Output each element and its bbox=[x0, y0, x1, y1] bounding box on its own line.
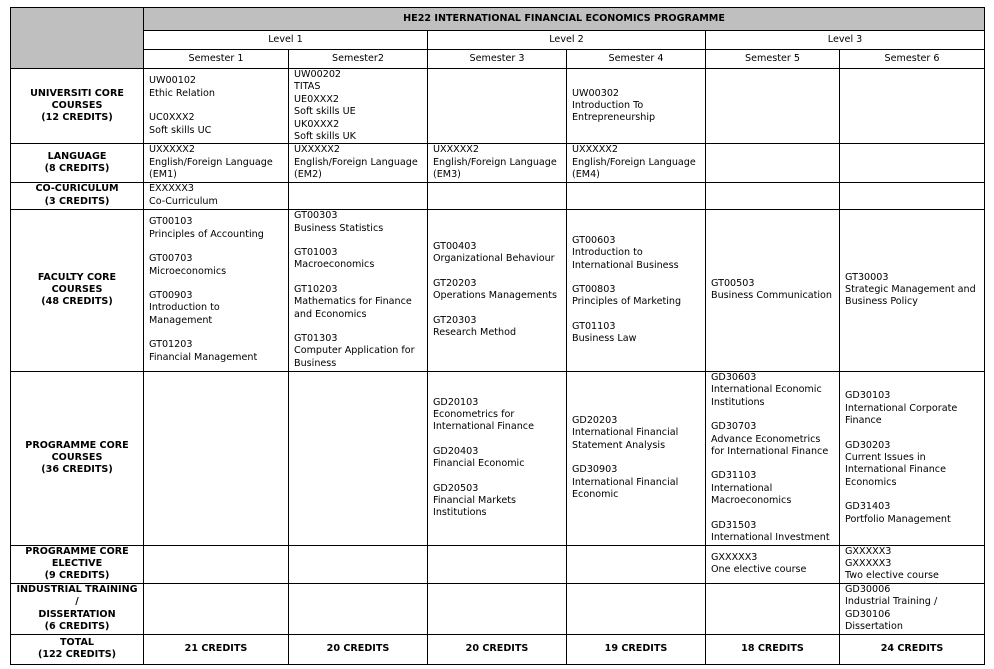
course-line: GD20203 bbox=[572, 414, 618, 426]
course-line: GXXXXX3 bbox=[711, 551, 758, 563]
course-cell bbox=[289, 371, 428, 545]
course-spacer bbox=[149, 100, 283, 112]
course-line: Macroeconomics bbox=[711, 495, 792, 507]
course-line: Economic bbox=[572, 488, 619, 500]
course-spacer bbox=[433, 434, 561, 446]
course-spacer bbox=[149, 241, 283, 253]
course-cell bbox=[567, 371, 706, 545]
course-cell bbox=[706, 144, 840, 182]
course-line: Principles of Marketing bbox=[572, 296, 682, 308]
course-line: GT00303 bbox=[294, 210, 338, 222]
course-spacer bbox=[845, 489, 979, 501]
course-spacer bbox=[433, 471, 561, 483]
row-header-faculty-core bbox=[11, 209, 144, 371]
course-cell bbox=[567, 182, 706, 209]
course-line: UC0XXX2 bbox=[149, 112, 195, 124]
course-cell bbox=[706, 69, 840, 144]
course-line: Computer Application for bbox=[294, 345, 415, 357]
course-line: Macroeconomics bbox=[294, 259, 375, 271]
row-header-line: FACULTY CORE bbox=[37, 271, 117, 283]
table-row bbox=[11, 545, 985, 583]
course-line: for International Finance bbox=[711, 445, 829, 457]
course-cell bbox=[706, 545, 840, 583]
course-cell bbox=[840, 371, 985, 545]
course-line: Finance bbox=[845, 415, 882, 427]
course-line: Strategic Management and bbox=[845, 283, 976, 295]
row-header-line: (12 CREDITS) bbox=[41, 112, 113, 124]
course-line: Financial Economic bbox=[433, 458, 525, 470]
course-cell bbox=[144, 545, 289, 583]
course-line: Introduction To bbox=[572, 100, 644, 112]
course-spacer bbox=[149, 278, 283, 290]
course-line: Institutions bbox=[433, 507, 487, 519]
row-header-line: COURSES bbox=[51, 451, 103, 463]
course-line: UW00202 bbox=[294, 69, 342, 80]
course-line: One elective course bbox=[711, 564, 807, 576]
course-spacer bbox=[294, 272, 422, 284]
course-line: GT20203 bbox=[433, 277, 477, 289]
course-line: GT00803 bbox=[572, 283, 616, 295]
course-line: GD30103 bbox=[845, 390, 891, 402]
course-cell bbox=[144, 182, 289, 209]
course-line: Co-Curriculum bbox=[149, 195, 218, 207]
course-cell bbox=[706, 182, 840, 209]
course-spacer bbox=[433, 303, 561, 315]
course-line: GT00503 bbox=[711, 277, 755, 289]
course-line: Operations Managements bbox=[433, 290, 557, 302]
level-3-header: Level 3 bbox=[706, 31, 985, 50]
total-credits-cell: 24 CREDITS bbox=[840, 634, 985, 664]
course-line: GT00703 bbox=[149, 253, 193, 265]
row-header-line: TOTAL bbox=[59, 636, 95, 648]
course-spacer bbox=[572, 272, 700, 284]
course-line: UXXXXX2 bbox=[433, 144, 479, 156]
course-line: Mathematics for Finance bbox=[294, 296, 412, 308]
row-header-line: COURSES bbox=[51, 100, 103, 112]
course-line: English/Foreign Language bbox=[433, 156, 557, 168]
table-row bbox=[11, 209, 985, 371]
course-line: Financial Management bbox=[149, 351, 258, 363]
course-spacer bbox=[294, 321, 422, 333]
row-header-line: CO-CURICULUM bbox=[35, 183, 119, 195]
course-line: GT10203 bbox=[294, 283, 338, 295]
course-line: (EM2) bbox=[294, 169, 322, 181]
course-line: UXXXXX2 bbox=[572, 144, 618, 156]
total-credits-cell: 18 CREDITS bbox=[706, 634, 840, 664]
course-line: English/Foreign Language bbox=[572, 156, 696, 168]
row-header-industrial-training bbox=[11, 583, 144, 634]
course-cell bbox=[144, 69, 289, 144]
row-header-programme-core-elective bbox=[11, 545, 144, 583]
row-header-line: COURSES bbox=[51, 283, 103, 295]
course-line: GD31403 bbox=[845, 501, 891, 513]
course-line: Statement Analysis bbox=[572, 439, 666, 451]
course-cell bbox=[289, 69, 428, 144]
semester-3-header: Semester 3 bbox=[428, 50, 567, 69]
course-line: GT00903 bbox=[149, 289, 193, 301]
course-cell bbox=[567, 545, 706, 583]
course-cell bbox=[567, 144, 706, 182]
course-line: GT00103 bbox=[149, 216, 193, 228]
course-line: UXXXXX2 bbox=[294, 144, 340, 156]
course-line: Soft skills UE bbox=[294, 106, 356, 118]
course-line: Business Law bbox=[572, 333, 637, 345]
course-line: GD30106 bbox=[845, 608, 891, 620]
course-cell bbox=[840, 209, 985, 371]
course-cell bbox=[144, 209, 289, 371]
row-header-line: (6 CREDITS) bbox=[44, 621, 110, 633]
course-line: International Financial bbox=[572, 427, 679, 439]
course-line: GT01303 bbox=[294, 332, 338, 344]
course-line: EXXXXX3 bbox=[149, 183, 195, 195]
course-line: Introduction to bbox=[149, 302, 220, 314]
course-line: GXXXXX3 bbox=[845, 558, 892, 570]
course-cell bbox=[706, 583, 840, 634]
course-line: GD30903 bbox=[572, 464, 618, 476]
row-header-total bbox=[11, 634, 144, 664]
course-cell bbox=[840, 583, 985, 634]
course-line: Management bbox=[149, 314, 213, 326]
row-header-line: UNIVERSITI CORE bbox=[30, 87, 124, 99]
course-line: UE0XXX2 bbox=[294, 93, 340, 105]
course-cell bbox=[840, 144, 985, 182]
course-line: English/Foreign Language bbox=[294, 156, 418, 168]
course-line: TITAS bbox=[294, 81, 321, 93]
row-header-line: (3 CREDITS) bbox=[44, 195, 110, 207]
course-spacer bbox=[433, 266, 561, 278]
course-cell bbox=[428, 371, 567, 545]
total-credits-cell: 20 CREDITS bbox=[428, 634, 567, 664]
row-header-co-curiculum bbox=[11, 182, 144, 209]
course-cell bbox=[428, 209, 567, 371]
course-line: UW00302 bbox=[572, 87, 620, 99]
row-header-line: INDUSTRIAL TRAINING / bbox=[16, 583, 138, 608]
course-line: GT01103 bbox=[572, 320, 616, 332]
course-cell bbox=[428, 583, 567, 634]
course-line: UK0XXX2 bbox=[294, 118, 340, 130]
row-header-programme-core bbox=[11, 371, 144, 545]
course-cell bbox=[428, 545, 567, 583]
course-line: English/Foreign Language bbox=[149, 156, 273, 168]
course-line: Econometrics for bbox=[433, 408, 515, 420]
course-line: International Business bbox=[572, 259, 679, 271]
course-line: Business Communication bbox=[711, 290, 832, 302]
course-line: (EM1) bbox=[149, 169, 177, 181]
programme-title: HE22 INTERNATIONAL FINANCIAL ECONOMICS PROGRAMME bbox=[144, 8, 985, 31]
table-row bbox=[11, 583, 985, 634]
course-cell bbox=[289, 545, 428, 583]
total-row bbox=[11, 634, 985, 664]
course-line: Introduction to bbox=[572, 247, 643, 259]
level-1-header: Level 1 bbox=[144, 31, 428, 50]
course-cell bbox=[840, 182, 985, 209]
semester-4-header: Semester 4 bbox=[567, 50, 706, 69]
total-credits-cell: 19 CREDITS bbox=[567, 634, 706, 664]
course-spacer bbox=[572, 452, 700, 464]
course-line: UW00102 bbox=[149, 75, 197, 87]
course-line: GT00603 bbox=[572, 234, 616, 246]
course-line: GT30003 bbox=[845, 271, 889, 283]
course-line: (EM3) bbox=[433, 169, 461, 181]
row-header-line: (122 CREDITS) bbox=[37, 649, 117, 660]
course-spacer bbox=[711, 508, 834, 520]
row-header-line: LANGUAGE bbox=[47, 150, 107, 162]
course-cell bbox=[144, 144, 289, 182]
course-line: Research Method bbox=[433, 326, 517, 338]
table-row bbox=[11, 182, 985, 209]
course-spacer bbox=[572, 309, 700, 321]
course-cell bbox=[428, 182, 567, 209]
course-line: GT20303 bbox=[433, 314, 477, 326]
semester-2-header: Semester2 bbox=[289, 50, 428, 69]
course-cell bbox=[428, 69, 567, 144]
course-line: GD30703 bbox=[711, 421, 757, 433]
table-row bbox=[11, 69, 985, 144]
course-line: Institutions bbox=[711, 396, 765, 408]
table-row bbox=[11, 144, 985, 182]
course-line: GD30203 bbox=[845, 439, 891, 451]
course-line: GD30603 bbox=[711, 371, 757, 383]
course-line: Soft skills UK bbox=[294, 131, 356, 143]
course-line: Business bbox=[294, 357, 337, 369]
course-line: Principles of Accounting bbox=[149, 228, 264, 240]
course-line: Business Policy bbox=[845, 296, 918, 308]
course-line: Business Statistics bbox=[294, 222, 384, 234]
semester-6-header: Semester 6 bbox=[840, 50, 985, 69]
course-line: International Finance bbox=[433, 421, 534, 433]
course-cell bbox=[428, 144, 567, 182]
course-cell bbox=[289, 583, 428, 634]
course-line: and Economics bbox=[294, 308, 367, 320]
course-line: Advance Econometrics bbox=[711, 433, 821, 445]
course-line: International bbox=[711, 482, 773, 494]
course-cell bbox=[840, 69, 985, 144]
table-corner bbox=[11, 8, 144, 69]
course-line: GD31103 bbox=[711, 470, 757, 482]
course-spacer bbox=[845, 428, 979, 440]
course-line: GD20503 bbox=[433, 482, 479, 494]
course-line: International Corporate bbox=[845, 402, 958, 414]
level-2-header: Level 2 bbox=[428, 31, 706, 50]
course-line: UXXXXX2 bbox=[149, 144, 195, 156]
row-header-line: ELECTIVE bbox=[51, 558, 103, 570]
course-line: (EM4) bbox=[572, 169, 600, 181]
course-cell bbox=[144, 371, 289, 545]
course-cell bbox=[567, 69, 706, 144]
row-header-line: PROGRAMME CORE bbox=[25, 439, 129, 451]
row-header-line: (8 CREDITS) bbox=[44, 163, 110, 175]
row-header-line: (48 CREDITS) bbox=[41, 296, 113, 308]
row-header-line: PROGRAMME CORE bbox=[25, 545, 129, 557]
row-header-line: DISSERTATION bbox=[38, 608, 116, 620]
course-cell bbox=[706, 209, 840, 371]
programme-table bbox=[10, 7, 985, 665]
semester-5-header: Semester 5 bbox=[706, 50, 840, 69]
course-line: GD20403 bbox=[433, 445, 479, 457]
course-spacer bbox=[149, 327, 283, 339]
course-line: Organizational Behaviour bbox=[433, 253, 555, 265]
row-header-universiti-core bbox=[11, 69, 144, 144]
course-line: Ethic Relation bbox=[149, 87, 215, 99]
course-cell bbox=[567, 209, 706, 371]
course-line: International Finance bbox=[845, 464, 946, 476]
course-line: Economics bbox=[845, 476, 897, 488]
course-spacer bbox=[294, 235, 422, 247]
course-spacer bbox=[711, 409, 834, 421]
course-line: Soft skills UC bbox=[149, 124, 212, 136]
course-cell bbox=[289, 182, 428, 209]
course-cell bbox=[567, 583, 706, 634]
course-spacer bbox=[711, 458, 834, 470]
course-line: GT01003 bbox=[294, 246, 338, 258]
course-line: Entrepreneurship bbox=[572, 112, 656, 124]
row-header-line: (9 CREDITS) bbox=[44, 570, 110, 582]
course-line: Current Issues in bbox=[845, 451, 926, 463]
course-line: Industrial Training / bbox=[845, 596, 938, 608]
course-line: Microeconomics bbox=[149, 265, 227, 277]
course-cell bbox=[840, 545, 985, 583]
course-line: Two elective course bbox=[845, 570, 939, 582]
course-cell bbox=[144, 583, 289, 634]
course-line: GD30006 bbox=[845, 583, 891, 595]
course-line: GT01203 bbox=[149, 339, 193, 351]
course-line: GD31503 bbox=[711, 519, 757, 531]
course-line: GT00403 bbox=[433, 240, 477, 252]
course-cell bbox=[289, 209, 428, 371]
course-line: Portfolio Management bbox=[845, 513, 951, 525]
semester-1-header: Semester 1 bbox=[144, 50, 289, 69]
course-line: International Economic bbox=[711, 384, 822, 396]
course-line: GD20103 bbox=[433, 396, 479, 408]
total-credits-cell: 20 CREDITS bbox=[289, 634, 428, 664]
course-line: Dissertation bbox=[845, 621, 903, 633]
table-row bbox=[11, 371, 985, 545]
course-cell bbox=[706, 371, 840, 545]
row-header-language bbox=[11, 144, 144, 182]
course-line: GXXXXX3 bbox=[845, 545, 892, 557]
course-cell bbox=[289, 144, 428, 182]
course-line: International Investment bbox=[711, 531, 830, 543]
row-header-line: (36 CREDITS) bbox=[41, 464, 113, 476]
course-line: Financial Markets bbox=[433, 494, 517, 506]
course-line: International Financial bbox=[572, 476, 679, 488]
total-credits-cell: 21 CREDITS bbox=[144, 634, 289, 664]
